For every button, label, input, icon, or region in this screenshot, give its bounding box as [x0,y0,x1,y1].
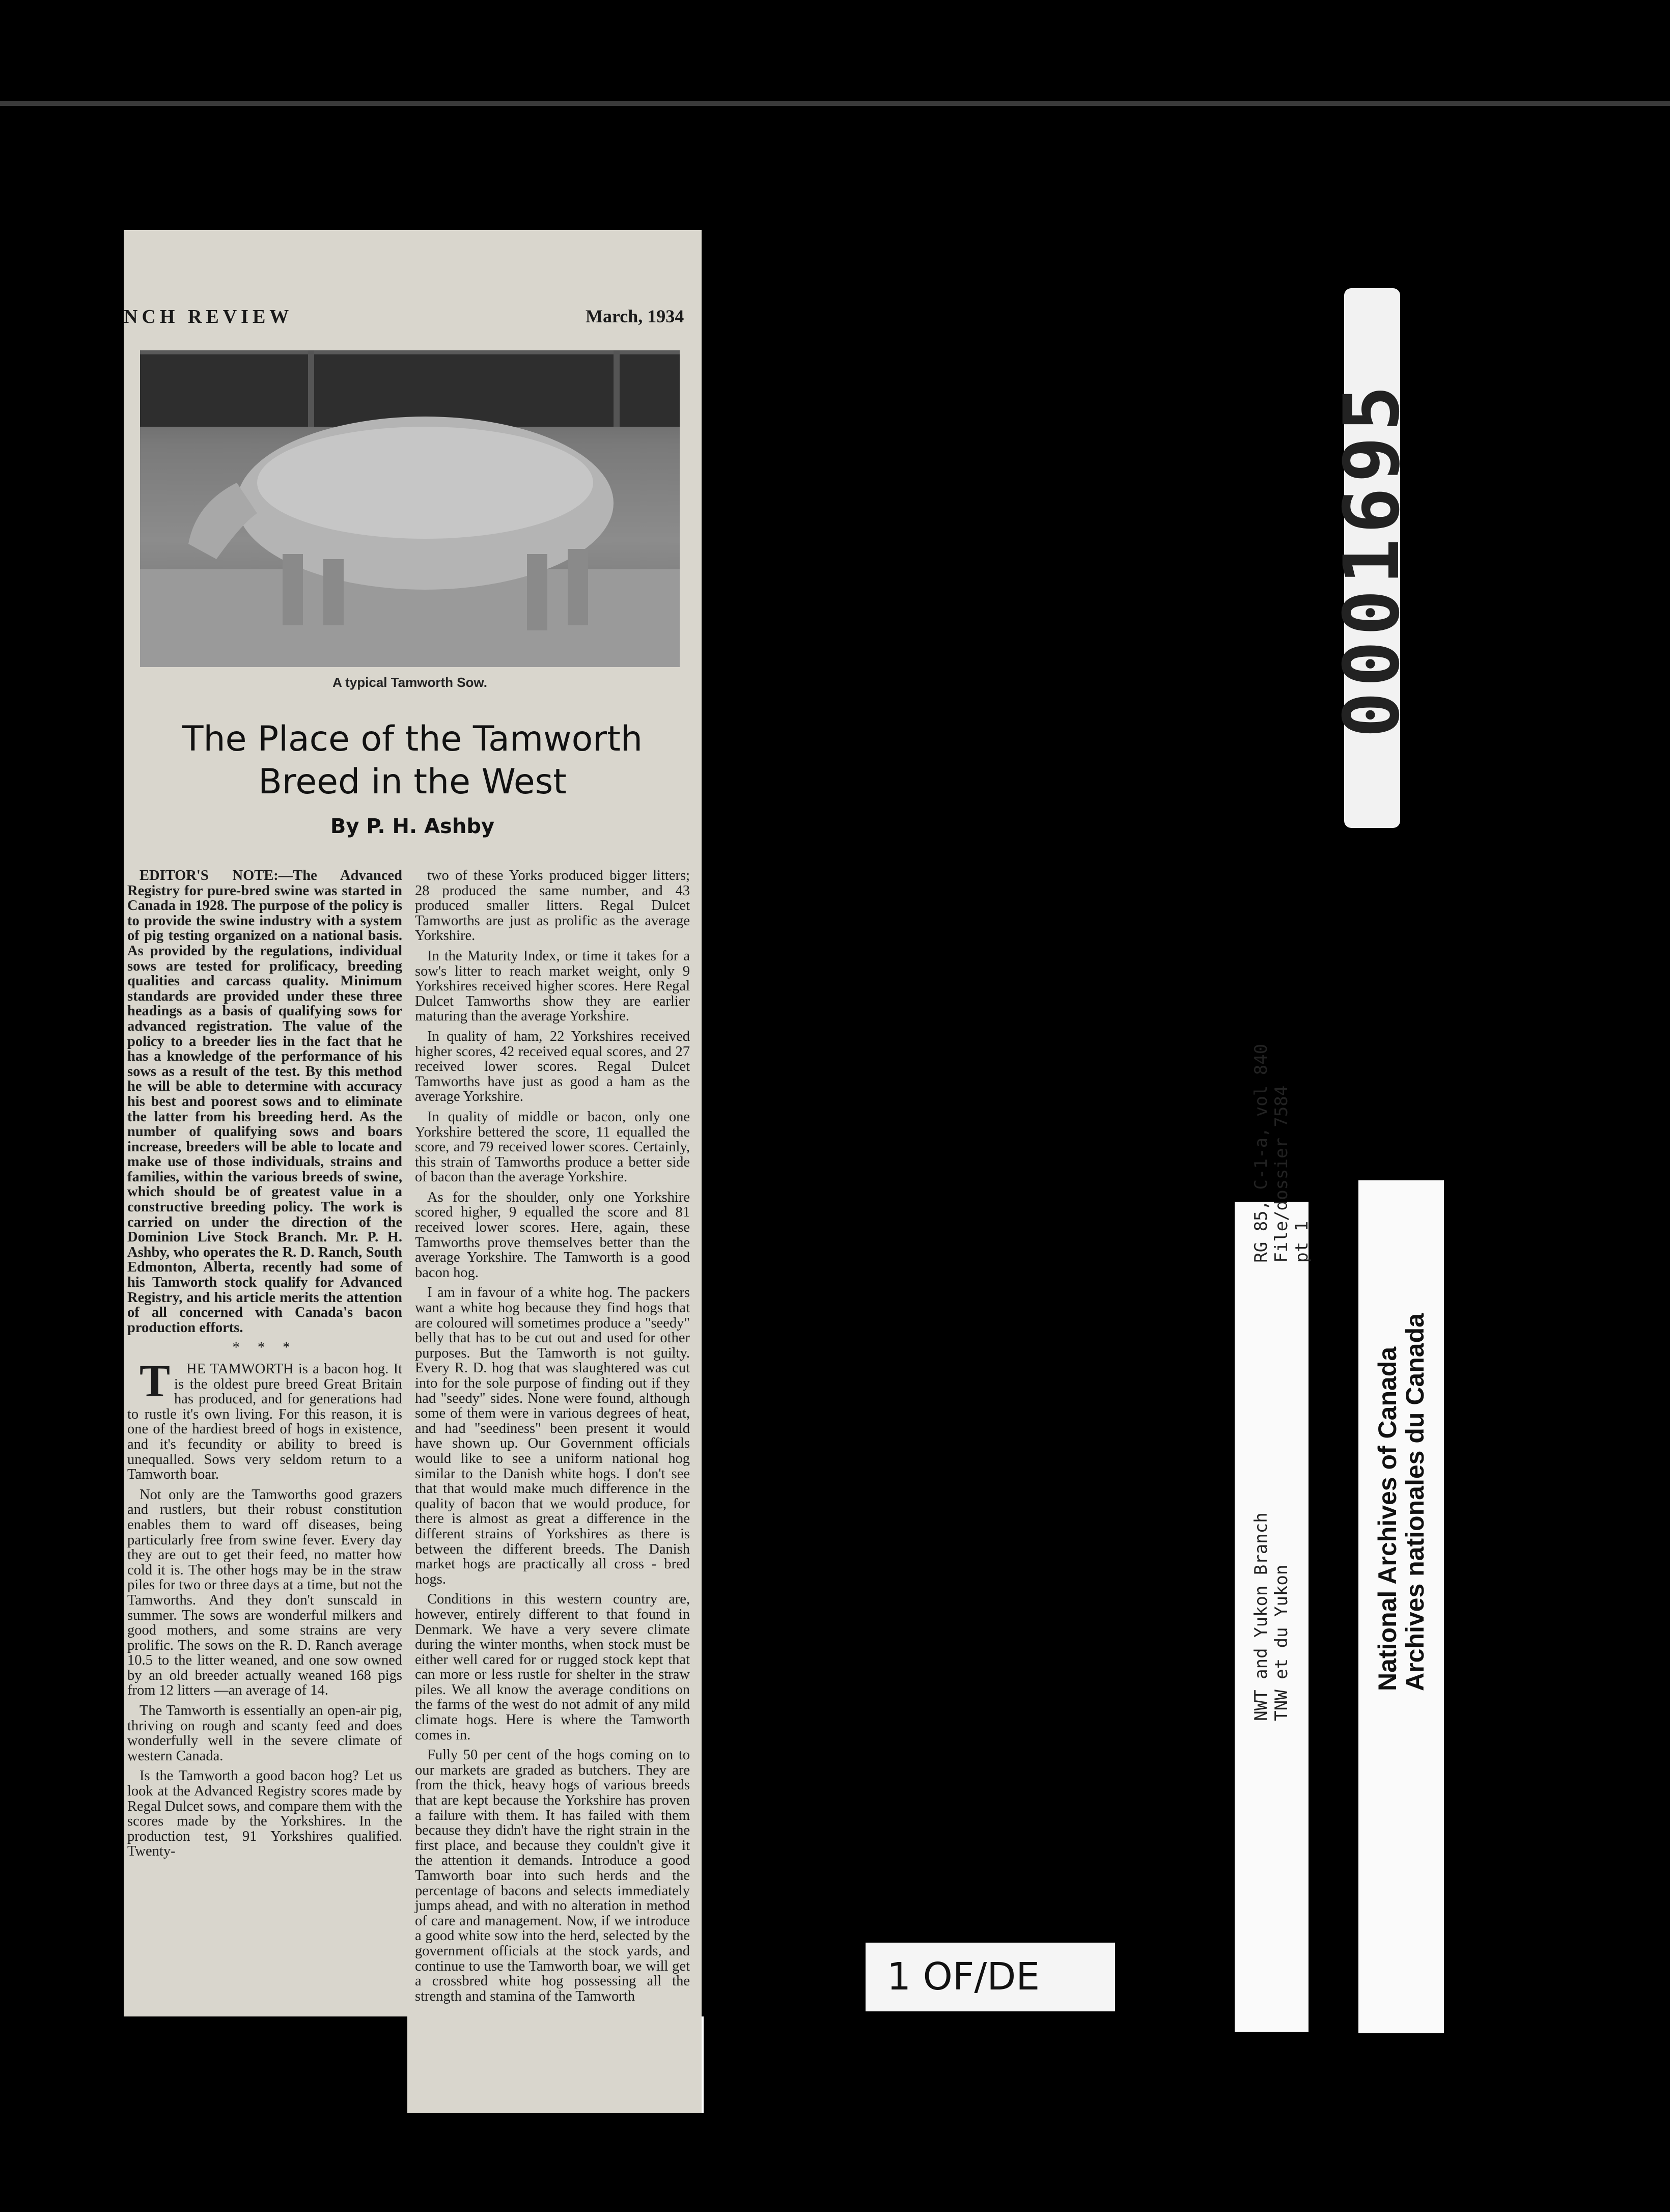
masthead: NCH REVIEW [124,306,293,327]
article-paragraph: Fully 50 per cent of the hogs coming on to our markets are graded as butchers. They are from the thick, heavy hogs of various breeds that are kept because the Yorkshire has proven a failure with them. It has failed with them because they didn't have the right strain in the first place, and because they couldn't give it the attention it demands. Introduce a good Tamworth boar into such herds and the percentage of bacons and selects immediately jumps ahead, and with no alteration in method of care and management. Now, if we introduce a good white sow into the herd, selected by the government officials at the stock yards, and continue to use the Tamworth boar, we will get a crossbred white hog possessing all the strength and stamina of the Tamworth [415,1747,690,2004]
reference-branch-en: NWT and Yukon Branch [1251,1512,1271,1721]
editors-note-label: EDITOR'S NOTE: [140,868,279,883]
article-paragraph: Not only are the Tamworths good grazers and rustlers, but their robust constitution enables them to ward off diseases, being particularly free from swine fever. Every day they are out to get their feed, no matter how cold it is. The other hogs may be in the straw piles for two or three days at a time, but not the Tamworths. And they don't sunscald in summer. The sows are wonderful milkers and good mothers, and some strains are very prolific. The sows on the R. D. Ranch average 10.5 to the litter weaned, and one sow owned by an old breeder actually weaned 168 pigs from 12 litters —an average of 14. [127,1486,402,1699]
article-paragraph: Conditions in this western country are, however, entirely different to that found in Denmark. We have a very severe climate during the winter months, when stock must be either well cared for or rugged stock kept that can more or less rustle for shelter in the straw piles. We all know the average conditions on the farms of the west do not admit of any mild climate hogs. Here is where the Tamworth comes in. [415,1591,690,1743]
article-paragraph: In quality of middle or bacon, only one Yorkshire bettered the score, 11 equalled the score, and 79 received lower scores. Certainly, this strain of Tamworths produce a better side of bacon than the average Yorkshire. [415,1109,690,1185]
article-paragraph: Is the Tamworth a good bacon hog? Let us look at the Advanced Registry scores made by Regal Dulcet sows, and compare them with the scores made by the Yorkshires. In the production test, 91 Yorkshires qualified. Twenty- [127,1768,402,1860]
reference-line-1: RG 85, C-1-a, vol 840 [1251,1043,1271,1263]
article-paragraph: In quality of ham, 22 Yorkshires received higher scores, 42 received equal scores, and 27 received lower scores. Regal Dulcet Tamworths have just as good a ham as the average Yorkshire. [415,1028,690,1105]
pig-illustration [140,350,680,667]
article-column-2 [415,868,690,2009]
frame-number: 0001695 [1328,380,1416,738]
clipping-column-extension [407,2016,704,2113]
archive-reference-text [1251,1043,1312,1721]
article-paragraph: In the Maturity Index, or time it takes for a sow's litter to reach market weight, only 9 Yorkshires received higher scores. Here Regal Dulcet Tamworths show they are earlier maturing than the average Yorkshire. [415,948,690,1025]
paragraph-text: HE TAMWORTH is a bacon hog. It is the oldest pure breed Great Britain has produced, and for generations had to rustle it's own living. For this reason, it is one of the hardiest breed of hogs in existence, and it's fecundity or ability to breed is unequalled. Sows very seldom return to a Tamworth boar. [127,1361,402,1483]
article-paragraph: two of these Yorks produced bigger litters; 28 produced the same number, and 43 produced smaller litters. Regal Dulcet Tamworths are just as prolific as the average Yorkshire. [415,868,690,944]
section-separator: * * * [232,1340,297,1356]
photo-caption: A typical Tamworth Sow. [332,675,487,690]
issue-date: March, 1934 [586,306,684,326]
article-column-1 [127,868,402,1864]
reference-line-3: pt 1 [1292,1221,1312,1263]
article-headline: The Place of the Tamworth Breed in the West [182,719,643,802]
film-edge-band [0,101,1670,106]
reference-file-block [1251,1044,1312,1263]
editors-note [127,868,402,1335]
drop-cap: T [140,1356,171,1406]
article-paragraph: The Tamworth is essentially an open-air pig, thriving on rough and scanty feed and does wonderfully well in the severe climate of western Canada. [127,1703,402,1764]
tamworth-sow-photo [140,350,680,667]
archive-name-fr: Archives nationales du Canada [1401,1313,1429,1691]
reel-label: 1 OF/DE [866,1943,1115,2011]
archive-name-text [1374,1313,1429,1691]
reference-branch-fr: TNW et du Yukon [1271,1564,1292,1721]
article-paragraph [127,1356,402,1483]
article-paragraph: As for the shoulder, only one Yorkshire scored higher, 9 equalled the score and 81 received lower scores. Here, again, these Tamworths prove themselves better than the average Yorkshire. The Tamworth is a good bacon hog. [415,1189,690,1281]
reference-line-2: File/dossier 7584 [1271,1085,1292,1263]
article-byline: By P. H. Ashby [330,815,495,838]
article-paragraph: I am in favour of a white hog. The packers want a white hog because they find hogs that are coloured will sometimes produce a "seedy" belly that has to be cut out and used for other purposes. But the Tamworth is not guilty. Every R. D. hog that was slaughtered was cut into for the sole purpose of finding out if they had "seedy" sides. None were found, although some of them were in various degrees of heat, and had "seediness" been present it would have shown up. Our Government officials would like to see a uniform national hog similar to the Danish white hogs. I don't see that that would make much difference in the quality of bacon that we would produce, for there is almost as great a difference in the different strains of Yorkshires as there is between the different breeds. The Danish market hogs are practically all cross - bred hogs. [415,1285,690,1587]
archive-name-en: National Archives of Canada [1373,1346,1402,1691]
editors-note-text: —The Advanced Registry for pure-bred swine was started in Canada in 1928. The purpose of the policy is to provide the swine industry with a system of pig testing organized on a national basis. As provided by the regulations, individual sows are tested for prolificacy, breeding qualities and carcass quality. Minimum standards are provided under these three headings as a basis of qualifying sows for advanced registration. The value of the policy to a breeder lies in the fact that he has a knowledge of the performance of his sows as a result of the test. By this method he will be able to determine with accuracy his best and poorest sows and to eliminate the latter from his breeding herd. As the number of qualifying sows and boars increase, breeders will be able to locate and make use of those individuals, strains and families, within the various breeds of swine, which should be of greatest value in a constructive breeding policy. The work is carried on under the direction of the Dominion Live Stock Branch. Mr. P. H. Ashby, who operates the R. D. Ranch, South Edmonton, Alberta, recently had some of his Tamworth stock qualify for Advanced Registry, and his article merits the attention of all concerned with Canada's bacon production efforts. [127,868,402,1336]
